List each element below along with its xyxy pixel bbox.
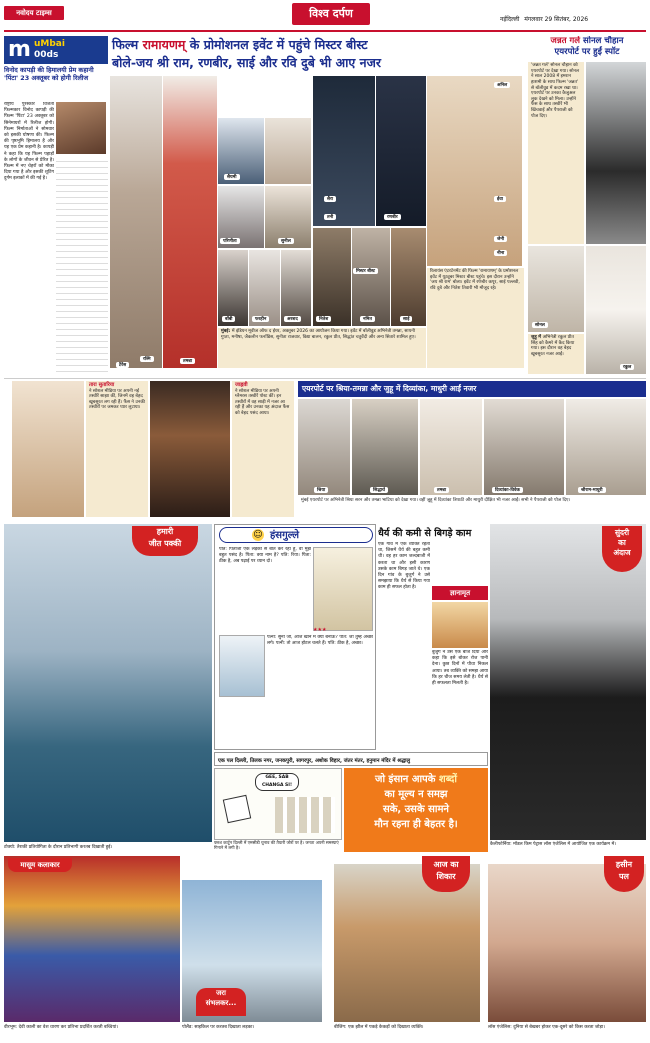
mumbai-badge: [4, 36, 108, 64]
smile-icon: ☺: [253, 530, 263, 540]
cartoon-election: [214, 768, 342, 840]
photo-tamanna-airport: [420, 399, 482, 495]
bottom-label-4b: पल: [619, 871, 629, 881]
lead-headline-1b: रामायणम्: [142, 37, 186, 52]
tidbits-bar: [214, 752, 488, 766]
lead-headline-2: बोले-जय श्री राम, रणबीर, साई और रवि दुबे भी आए नजर: [112, 54, 381, 70]
tidbits: [214, 752, 488, 854]
photo-namit: [391, 228, 426, 326]
tag-rashmi: रश्मि: [140, 356, 154, 362]
quote-line1a: जो इंसान आपके: [375, 774, 439, 785]
bottom-label-2b: संभलकर...: [205, 999, 237, 1008]
photo-tamanna: [163, 76, 217, 368]
joke1-text: पति: पिताजी एक लड़की से बात कर रहा हूं, वो मुझे बहुत पसंद है। पिता: क्या नाम है? पति: रिया। पिता: ठीक है, अब पढ़ाई पर ध्यान दो।: [219, 547, 311, 565]
bottom-label-3a: आज का: [433, 860, 459, 869]
lead-story: [110, 36, 526, 374]
tidbits-text: एक पल दिल्ली, तिलक नगर, जनकपुरी, सागरपुर, अशोक विहार, जंतर मंतर, हनुमान मंदिर में श्रद्धालु: [218, 758, 410, 764]
sonal-title-b: सोनल चौहान: [583, 36, 624, 46]
fashion-caption: कैलीफोर्निया: मॉडल किम पेट्रास लॉस एंजेलिस में आयोजित एक कार्यक्रम में।: [490, 842, 616, 847]
photo-ranbir: [376, 76, 426, 226]
tag-rakul: रकुल: [620, 364, 634, 370]
bottom-row: [4, 856, 646, 1040]
tag-neena: नीना: [494, 250, 507, 256]
photo-arshad: [281, 250, 311, 326]
ballot-box-icon: [223, 795, 251, 823]
sports-label-1: हमारी: [156, 527, 174, 536]
tag-parinita: परिणीता: [220, 238, 240, 244]
fashion-label-1: सुंदरी: [614, 528, 630, 537]
lead-caption-text: में इंडियन मूवीज ऑफ द ईयर, अक्तूबर 2026 का आयोजन किया गया। इवेंट में बॉलीवुड अभिनेत्री तमन्ना, सायनी गुप्ता, मनीषा, जैकलीन फर्नांडिस, सुनीता राजवार, विद्या बालन, रकुल प्रीत, सिद्धांत चतुर्वेदी और अन्य सितारे शामिल हुए।: [221, 329, 416, 340]
bottom-label-2a: जरा: [216, 989, 226, 997]
janhvi-text: ने सोशल मीडिया पर अपनी ग्लैमरस तस्वीरें पोस्ट कीं। इन तस्वीरों में वह साड़ी में नजर आ रही हैं और उनका यह अंदाज फैंस को बेहद पसंद आया।: [235, 388, 290, 416]
tag-terence: टैरेंस: [116, 362, 129, 368]
photo-kali-girls: [4, 856, 180, 1022]
tag-divyanka: दिव्यांका-विवेक: [492, 487, 523, 493]
joke2-rating: ★★★: [313, 627, 327, 633]
sports-label: [132, 526, 198, 556]
tara-name: तारा सुतारिया: [89, 382, 115, 388]
tag-bobby: बॉबी: [222, 316, 235, 322]
tag-sai: साई: [400, 316, 412, 322]
bottom-label-3b: शिकार: [436, 871, 456, 881]
tag-jenny: जेनी: [494, 236, 507, 242]
lead-headline-1c: के प्रोमोशनल इवेंट में पहुंचे मिस्टर बीस्ट: [185, 37, 368, 52]
sonal-title-2: एयरपोर्ट पर हुईं स्पॉट: [554, 47, 620, 58]
bottom-label-1: मासूम कलाकार: [8, 858, 72, 872]
sonal-story: [528, 36, 646, 374]
bottom-label-4a: हसीन: [615, 860, 633, 869]
tag-sonal: सोनल: [532, 322, 548, 328]
photo-janhvi: [150, 381, 230, 517]
photo-farheen: [249, 250, 280, 326]
quote-line4: मौन रहना ही बेहतर है।: [374, 819, 458, 830]
tag-arshad: अरशद: [284, 316, 301, 322]
photo-madhuri: [566, 399, 646, 495]
lead-caption-lead: मुंबई:: [221, 329, 232, 334]
tag-eva: ईवा: [494, 196, 506, 202]
photo-taniya: [265, 118, 311, 184]
bottom-label-2: [196, 988, 246, 1016]
joke2-text: पत्नी: सुनो जी, आज खाने में क्या बनाऊं? पति: जो तुम्हें अच्छा लगे। पत्नी: तो आज होटल चलते हैं। पति: ठीक है, अच्छा।: [267, 635, 373, 647]
airport-caption: मुंबई एयरपोर्ट पर अभिनेत्री श्रिया सरन और तमन्ना भाटिया को देखा गया। वहीं जुहू में दिव्यांका त्रिपाठी और माधुरी दीक्षित भी नजर आईं। सभी ने पैपराजी को पोज दिए।: [298, 497, 646, 517]
photo-shriya: [298, 399, 350, 495]
photo-sonal: [586, 62, 646, 244]
sports-label-2: जीत पक्की: [148, 539, 182, 548]
bottom-label-3: [422, 856, 470, 892]
mumbai-badge-m: m: [8, 37, 31, 62]
tag-siddharth-airport: सिद्धार्थ: [370, 487, 388, 493]
mumbai-badge-bottom: 00ds: [34, 50, 59, 60]
photo-bobby: [218, 250, 248, 326]
cartoon-joke2: [219, 635, 265, 697]
cartoon-caption: फ्लश कार्टून दिल्ली में एमसीडी चुनाव की तैयारी जोरों पर है। जनता अपनी समस्याएं गिनाने में लगी है।: [214, 840, 339, 851]
juhu-lead: जुहू में: [531, 335, 543, 340]
masthead: [0, 0, 650, 34]
gyan-label: ज्ञानामृत: [432, 586, 488, 600]
sonal-text: 'जन्नत गर्ल' सोनल चौहान को एयरपोर्ट पर देखा गया। सोनल ने साल 2008 में इमरान हाशमी के साथ फिल्म 'जन्नत' से बॉलीवुड में कदम रखा था। एयरपोर्ट पर उनका कैजुअल लुक देखने को मिला। उन्होंने फैंस के साथ तस्वीरें भी खिंचवाईं और पैपराजी को पोज दिए।: [528, 62, 584, 244]
mumbai-body: राष्ट्रीय पुरस्कार विजेता फिल्मकार विनोद कापड़ी की फिल्म 'पिंटा' 23 अक्तूबर को सिनेमाघरों में रिलीज होगी। फिल्म निर्माताओं ने सोमवार को इसकी घोषणा की। फिल्म की पृष्ठभूमि हिमालय है और यह एक प्रेम कहानी है। कापड़ी ने कहा कि यह फिल्म पहाड़ों के लोगों के जीवन से प्रेरित है। फिल्म में नए चेहरों को मौका दिया गया है और इसकी शूटिंग दुर्गम इलाकों में की गई है।: [4, 102, 54, 182]
humor-title: [219, 527, 373, 543]
tag-ranbir: रणबीर: [384, 214, 401, 220]
janhvi-name: जाह्नवी: [235, 382, 248, 388]
humor-title-text: हंसगुल्ले: [270, 530, 299, 541]
bottom-cap-3: बीजिंग: एक झील में पकड़े केकड़ों को दिखाता व्यक्ति।: [334, 1025, 424, 1030]
mumbai-badge-top: uMbai: [34, 39, 65, 49]
photo-swimming: [4, 524, 212, 842]
quote-line1: [344, 772, 488, 787]
tag-namit: नमित: [360, 316, 375, 322]
tag-tamanna-airport: तमन्ना: [434, 487, 449, 493]
tara-box: [86, 381, 148, 517]
tag-saiyami: सैयमी: [224, 174, 240, 180]
photo-gyan: [432, 602, 488, 648]
tag-tamanna: तमन्ना: [180, 358, 195, 364]
mumbai-headline: विनोद कापड़ी की हिमालयी प्रेम कहानी 'पिंटा' 23 अक्तूबर को होगी रिलीज: [4, 66, 94, 83]
photo-rashmi: [110, 76, 162, 368]
photo-tara: [12, 381, 84, 517]
tag-sunil: सुनील: [278, 238, 294, 244]
sonal-title: [528, 36, 646, 59]
patience-story: [378, 524, 488, 750]
photo-nitesh: [313, 228, 351, 326]
photo-divyanka: [484, 399, 564, 495]
dateline-city: नईदिल्ली: [500, 16, 520, 23]
tag-tani: तनी: [324, 214, 336, 220]
tag-anil: अनिल: [494, 82, 510, 88]
humor: [214, 524, 376, 750]
dateline: [500, 15, 650, 23]
tag-nitesh: नितेश: [316, 316, 331, 322]
photo-rakul: [586, 246, 646, 374]
lead-caption: [218, 328, 426, 368]
cartoon-figures: [275, 797, 335, 833]
mumbai-photo: [56, 102, 106, 154]
fashion: [490, 524, 646, 854]
lead-headline-1a: फिल्म: [112, 37, 143, 52]
cartoon-bubble: GEE, SAB CHANGA SI!: [255, 773, 299, 791]
dateline-date: मंगलवार 29 सितंबर, 2026: [524, 16, 589, 23]
fashion-label: [602, 526, 642, 572]
sports-caption: टोक्यो: तैराकी प्रतियोगिता के दौरान प्रतिभागी करतब दिखाती हुई।: [4, 845, 113, 850]
bottom-cap-4: लॉस एंजेलिस: दुनिया से बेखबर होकर एक-दूसरे को किस करता जोड़ा।: [488, 1025, 605, 1030]
mumbai-column: [4, 36, 108, 374]
fashion-label-3: अंदाज: [613, 548, 631, 558]
quote-line1b: शब्दों: [438, 774, 457, 785]
tag-mrbeast: मिस्टर बीस्ट: [353, 268, 378, 274]
tag-madhuri: श्रीराम-माधुरी: [578, 487, 606, 493]
photo-sonal-2: [528, 246, 584, 332]
bottom-cap-1: वीरभूम: देवी काली का वेश धारण कर प्रतिभा प्रदर्शित करती बच्चियां।: [4, 1025, 119, 1030]
photo-sai: [427, 76, 522, 266]
tag-farheen: फरहीन: [252, 316, 269, 322]
section-title: विश्व दर्पण: [292, 3, 370, 25]
bottom-cap-2: पोलैंड: साइकिल पर करतब दिखाता लड़का।: [182, 1025, 255, 1030]
cartoon-joke1: [313, 547, 373, 631]
patience-body: एक गांव में एक व्यक्ति रहता था, जिसमें धैर्य की बहुत कमी थी। वह हर काम जल्दबाजी में करता था और इसी कारण उसके काम बिगड़ जाते थे। एक दिन गांव के बुजुर्ग ने उसे समझाया कि धैर्य से किया गया काम ही सफल होता है।: [378, 542, 430, 591]
janhvi-box: [232, 381, 294, 517]
tara-text: ने सोशल मीडिया पर अपनी नई तस्वीरें साझा कीं, जिनमें वह बेहद खूबसूरत लग रही हैं। फैंस ने उनकी तस्वीरों पर जमकर प्यार लुटाया।: [89, 388, 145, 411]
quote-box: [344, 768, 488, 852]
patience-body2: बुजुर्ग ने उसे एक बीज दिया और कहा कि इसे बोकर रोज पानी देना। कुछ दिनों में पौधा निकल आया। तब व्यक्ति को समझ आया कि हर चीज समय लेती है। धैर्य से ही सफलता मिलती है।: [432, 650, 488, 686]
row2: [4, 378, 646, 520]
photo-mrbeast-group: [313, 76, 375, 226]
rama-caption: रिलायंस एंटरटेनमेंट की फिल्म 'रामायणम्' के प्रमोशनल इवेंट में यूट्यूबर मिस्टर बीस्ट पहुंचे। इस दौरान उन्होंने 'जय श्री राम' बोला। इवेंट में रणबीर कपूर, साई पल्लवी, रवि दुबे और नितेश तिवारी भी मौजूद रहे।: [427, 268, 524, 368]
airport-title: एयरपोर्ट पर श्रिया-तमन्ना और जुहू में दिव्यांका, माधुरी आईं नजर: [298, 381, 646, 397]
photo-mrbeast: [352, 228, 390, 326]
juhu-caption: [528, 334, 584, 374]
masthead-rule: [4, 30, 646, 32]
fashion-label-2: का: [618, 538, 626, 548]
quote-line3: सके, उसके सामने: [382, 804, 449, 815]
patience-title: धैर्य की कमी से बिगड़े काम: [378, 528, 472, 539]
tag-saira: सैरा: [324, 196, 336, 202]
sports: [4, 524, 212, 854]
brand-logo: नवोदय टाइम्स: [4, 6, 64, 20]
tag-shriya: श्रिया: [314, 487, 328, 493]
photo-siddharth: [352, 399, 418, 495]
sonal-title-a: जन्नत गर्ल: [550, 36, 584, 46]
lead-headline: [112, 36, 524, 71]
mumbai-body-cont: [56, 156, 108, 372]
juhu-text: अभिनेत्री रकुल प्रीत सिंह को कैमरे में कैद किया गया। इस दौरान वह बेहद खूबसूरत नजर आईं।: [531, 335, 575, 357]
quote-line2: का मूल्य न समझ: [384, 789, 448, 800]
